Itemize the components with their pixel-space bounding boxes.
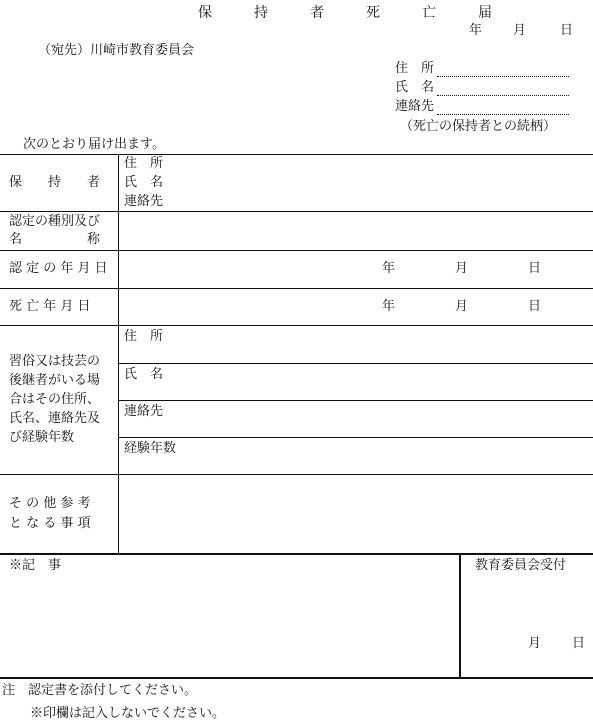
row-divider	[0, 288, 593, 289]
table-bottom-border	[0, 553, 593, 555]
notes-box-bottom-border	[0, 677, 593, 679]
applicant-contact-label: 連絡先	[395, 99, 435, 114]
row-divider	[0, 211, 593, 212]
reception-month: 月	[528, 636, 542, 651]
other-label-line1: そ の 他 参 考	[9, 496, 91, 511]
death-date-day: 日	[528, 299, 542, 314]
successor-address-label: 住 所	[124, 329, 164, 344]
notes-box-divider	[459, 554, 461, 678]
cert-date-year: 年	[382, 261, 396, 276]
reception-day: 日	[572, 636, 586, 651]
subrow-divider	[118, 437, 593, 438]
applicant-relation-note: （死亡の保持者との続柄）	[400, 119, 557, 134]
subrow-divider	[118, 363, 593, 364]
successor-label-line: 習俗又は技芸の	[9, 354, 101, 369]
successor-label-line: び経験年数	[9, 430, 75, 445]
successor-label-line: 合はその住所、	[9, 392, 101, 407]
successor-name-label: 氏 名	[124, 367, 164, 382]
applicant-name-label: 氏 名	[395, 80, 435, 95]
footer-note: ※印欄は記入しないでください。	[30, 706, 226, 721]
subrow-divider	[118, 400, 593, 401]
successor-label-line: 氏名、連絡先及	[9, 411, 101, 426]
cert-date-month: 月	[455, 261, 469, 276]
label-column-divider	[118, 154, 119, 554]
notes-label: ※記 事	[9, 558, 62, 573]
holder-name-label: 氏 名	[124, 175, 164, 190]
form-title: 保 持 者 死 亡 届	[198, 5, 506, 21]
date-year: 年	[469, 23, 483, 38]
death-date-year: 年	[382, 299, 396, 314]
cert-date-day: 日	[528, 261, 542, 276]
successor-contact-label: 連絡先	[124, 404, 164, 419]
applicant-address-line[interactable]	[437, 76, 569, 77]
death-date-month: 月	[455, 299, 469, 314]
footer-note: 注 認定書を添付してください。	[2, 683, 198, 698]
row-divider	[0, 474, 593, 475]
cert-date-label: 認 定 の 年 月 日	[9, 261, 108, 276]
type-label-line1: 認定の種別及び	[9, 214, 101, 229]
row-divider	[0, 325, 593, 326]
addressee: （宛先）川崎市教育委員会	[38, 43, 195, 58]
date-month: 月	[513, 23, 527, 38]
holder-label: 保 持 者	[9, 175, 101, 190]
successor-years-label: 経験年数	[124, 441, 177, 456]
applicant-address-label: 住 所	[395, 61, 435, 76]
successor-label-line: 後継者がいる場	[9, 373, 101, 388]
intro-text: 次のとおり届け出ます。	[23, 137, 165, 152]
death-date-label: 死 亡 年 月 日	[9, 299, 91, 314]
type-label-line2: 名 称	[9, 232, 101, 247]
applicant-contact-line[interactable]	[437, 114, 569, 115]
holder-contact-label: 連絡先	[124, 194, 164, 209]
table-top-border	[0, 154, 593, 155]
other-label-line2: と な る 事 項	[9, 516, 91, 531]
row-divider	[0, 250, 593, 251]
holder-address-label: 住 所	[124, 156, 164, 171]
applicant-name-line[interactable]	[437, 95, 569, 96]
date-day: 日	[560, 23, 574, 38]
reception-label: 教育委員会受付	[475, 558, 567, 573]
